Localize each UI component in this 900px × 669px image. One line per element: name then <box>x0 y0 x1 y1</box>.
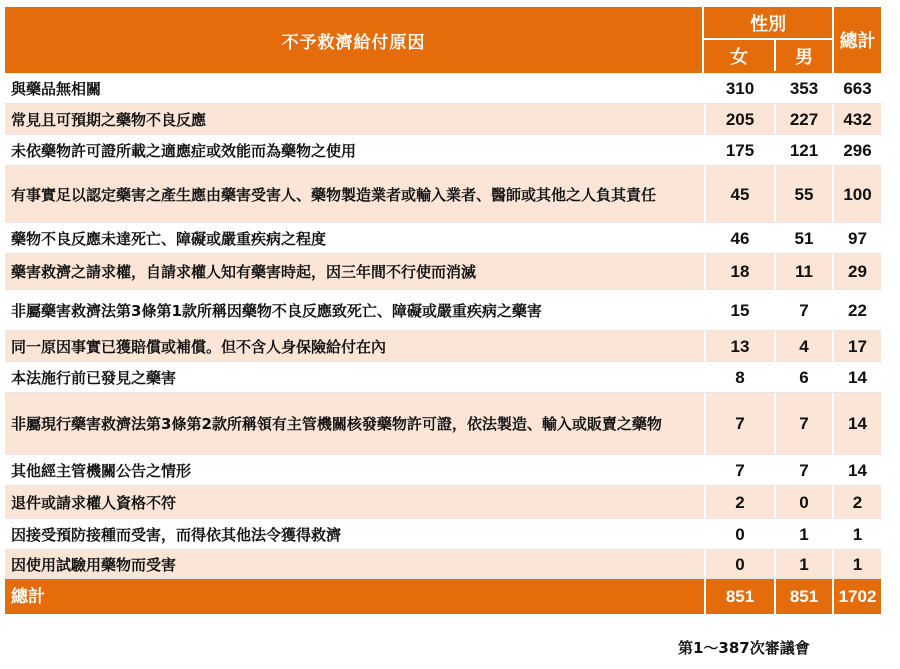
row-male-count: 55 <box>774 166 832 223</box>
header-gender-sub <box>704 40 832 71</box>
row-male-count: 51 <box>774 223 832 254</box>
header-female: 女 <box>730 46 749 68</box>
row-female-count: 175 <box>704 135 774 166</box>
row-male-count: 1 <box>774 550 832 579</box>
row-male-count: 0 <box>774 486 832 519</box>
row-total-count: 663 <box>832 73 881 104</box>
row-total-count: 100 <box>832 166 881 223</box>
table-row <box>5 519 881 550</box>
table-row <box>5 290 881 331</box>
totals-label: 總計 <box>11 586 45 607</box>
row-total-count: 22 <box>832 290 881 331</box>
row-male-count: 7 <box>774 393 832 455</box>
row-male-count: 4 <box>774 331 832 362</box>
row-total-count: 1 <box>832 550 881 579</box>
table-row <box>5 104 881 135</box>
row-reason: 非屬現行藥害救濟法第3條第2款所稱領有主管機關核發藥物許可證，依法製造、輸入或販賣之藥物 <box>11 415 662 433</box>
row-female-count: 8 <box>704 362 774 393</box>
row-female-count: 0 <box>704 519 774 550</box>
row-reason: 退件或請求權人資格不符 <box>11 493 177 512</box>
row-reason: 其他經主管機關公告之情形 <box>11 461 192 480</box>
header-total: 總計 <box>832 7 881 73</box>
row-reason: 同一原因事實已獲賠償或補償。但不含人身保險給付在內 <box>11 337 387 356</box>
row-total-count: 97 <box>832 223 881 254</box>
totals-row <box>5 579 881 614</box>
row-female-count: 0 <box>704 550 774 579</box>
row-total-count: 14 <box>832 362 881 393</box>
row-female-count: 13 <box>704 331 774 362</box>
header-male: 男 <box>774 40 832 71</box>
row-reason: 藥物不良反應未達死亡、障礙或嚴重疾病之程度 <box>11 229 327 248</box>
table-row <box>5 486 881 519</box>
row-male-count: 7 <box>774 290 832 331</box>
row-female-count: 7 <box>704 455 774 486</box>
row-reason: 常見且可預期之藥物不良反應 <box>11 110 207 129</box>
row-total-count: 17 <box>832 331 881 362</box>
row-reason: 藥害救濟之請求權，自請求權人知有藥害時起，因三年間不行使而消滅 <box>11 263 477 281</box>
header-reason: 不予救濟給付原因 <box>281 32 426 53</box>
row-female-count: 45 <box>704 166 774 223</box>
relief-reasons-table <box>5 7 881 614</box>
table-row <box>5 135 881 166</box>
row-reason: 本法施行前已發見之藥害 <box>11 368 177 387</box>
totals-female: 851 <box>704 579 774 614</box>
table-header <box>5 7 881 73</box>
row-reason: 因使用試驗用藥物而受害 <box>11 555 177 574</box>
row-reason: 與藥品無相關 <box>11 79 102 98</box>
row-total-count: 29 <box>832 254 881 290</box>
row-total-count: 1 <box>832 519 881 550</box>
row-total-count: 296 <box>832 135 881 166</box>
row-total-count: 14 <box>832 393 881 455</box>
header-gender: 性別 <box>704 7 832 40</box>
totals-total: 1702 <box>832 579 881 614</box>
row-male-count: 121 <box>774 135 832 166</box>
row-reason: 因接受預防接種而受害，而得依其他法令獲得救濟 <box>11 525 342 544</box>
row-reason: 未依藥物許可證所載之適應症或效能而為藥物之使用 <box>11 141 357 160</box>
table-row <box>5 223 881 254</box>
row-female-count: 15 <box>704 290 774 331</box>
row-male-count: 7 <box>774 455 832 486</box>
row-female-count: 2 <box>704 486 774 519</box>
table-row <box>5 550 881 579</box>
row-total-count: 14 <box>832 455 881 486</box>
row-female-count: 310 <box>704 73 774 104</box>
row-reason: 非屬藥害救濟法第3條第1款所稱因藥物不良反應致死亡、障礙或嚴重疾病之藥害 <box>11 301 542 320</box>
table-row <box>5 455 881 486</box>
row-male-count: 6 <box>774 362 832 393</box>
row-male-count: 353 <box>774 73 832 104</box>
row-female-count: 7 <box>704 393 774 455</box>
table-row <box>5 393 881 455</box>
row-male-count: 11 <box>774 254 832 290</box>
row-female-count: 46 <box>704 223 774 254</box>
header-gender-group <box>702 7 832 73</box>
row-total-count: 2 <box>832 486 881 519</box>
row-male-count: 227 <box>774 104 832 135</box>
table-body <box>5 73 881 579</box>
row-reason: 有事實足以認定藥害之產生應由藥害受害人、藥物製造業者或輸入業者、醫師或其他之人負其責任 <box>11 185 657 204</box>
row-male-count: 1 <box>774 519 832 550</box>
table-row <box>5 362 881 393</box>
table-row <box>5 254 881 290</box>
table-row <box>5 166 881 223</box>
row-female-count: 18 <box>704 254 774 290</box>
table-row <box>5 73 881 104</box>
row-total-count: 432 <box>832 104 881 135</box>
row-female-count: 205 <box>704 104 774 135</box>
meeting-footnote: 第1～387次審議會 <box>678 639 810 657</box>
totals-male: 851 <box>774 579 832 614</box>
table-row <box>5 331 881 362</box>
